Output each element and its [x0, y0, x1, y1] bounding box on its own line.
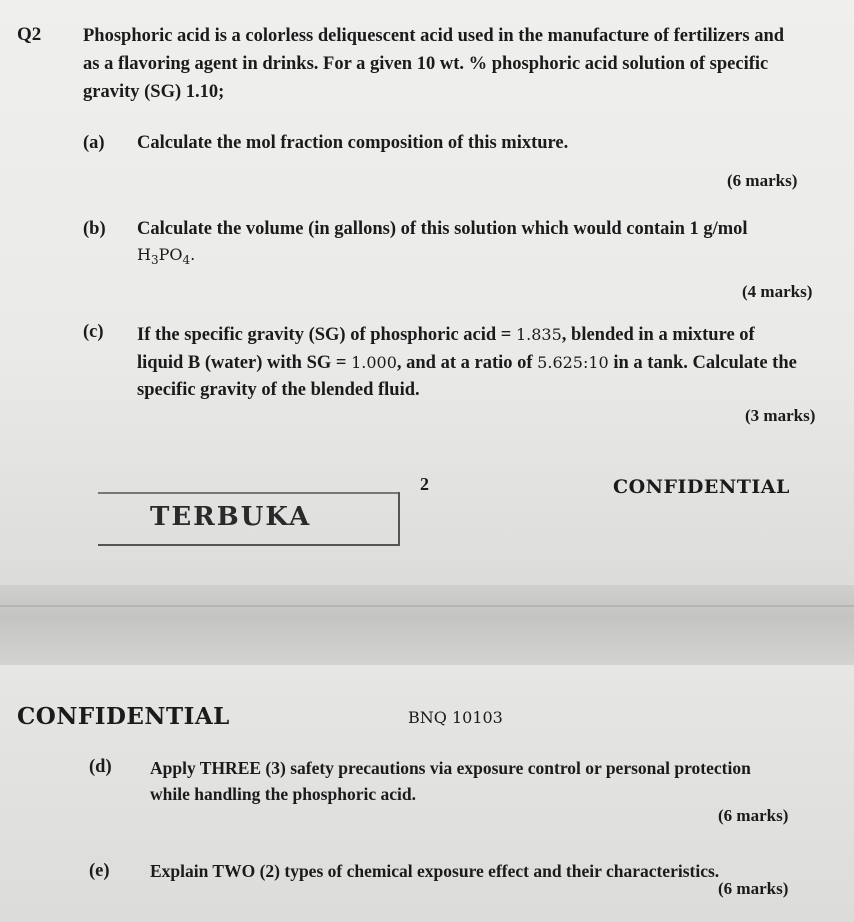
course-code: BNQ 10103: [408, 708, 503, 727]
part-a-marks: (6 marks): [727, 171, 798, 190]
part-c-line-1: If the specific gravity (SG) of phosphoric acid = 1.835, blended in a mixture of: [137, 325, 755, 345]
header-confidential: CONFIDENTIAL: [17, 703, 230, 730]
page-edge-line: [0, 605, 854, 607]
part-e-label: (e): [89, 861, 110, 881]
part-b-formula: $H_3PO_4$.: [137, 245, 196, 268]
part-c-line-2: liquid B (water) with SG = 1.000, and at a ratio of 5.625:10 in a tank. Calculate the: [137, 353, 797, 373]
footer-confidential: CONFIDENTIAL: [613, 476, 790, 498]
part-b-line-1: Calculate the volume (in gallons) of this solution which would contain 1 g/mol: [137, 219, 748, 239]
question-number: Q2: [17, 24, 42, 45]
intro-line-2: as a flavoring agent in drinks. For a given 10 wt. % phosphoric acid solution of specific: [83, 54, 769, 74]
part-c-line-3: specific gravity of the blended fluid.: [137, 380, 420, 400]
page-number: 2: [420, 474, 429, 494]
terbuka-stamp: TERBUKA: [150, 502, 312, 532]
intro-line-3: gravity (SG) 1.10;: [83, 82, 225, 102]
part-b-text: [137, 219, 837, 267]
part-c-text: [137, 322, 837, 403]
part-a-label: (a): [83, 133, 105, 153]
intro-line-1: Phosphoric acid is a colorless deliquescent acid used in the manufacture of fertilizers and: [83, 26, 785, 46]
question-intro: [83, 24, 843, 105]
part-b-label: (b): [83, 219, 106, 239]
part-d-label: (d): [89, 757, 112, 777]
part-b-marks: (4 marks): [742, 282, 813, 301]
part-c-marks: (3 marks): [745, 406, 816, 425]
part-e-text: Explain TWO (2) types of chemical exposure effect and their characteristics.: [150, 861, 720, 881]
part-d-line-1: Apply THREE (3) safety precautions via exposure control or personal protection: [150, 758, 751, 778]
part-a-text: Calculate the mol fraction composition of this mixture.: [137, 133, 569, 153]
part-c-label: (c): [83, 322, 104, 342]
part-d-line-2: while handling the phosphoric acid.: [150, 784, 416, 804]
page-gap: [0, 585, 854, 665]
part-d-marks: (6 marks): [718, 806, 789, 825]
part-e-marks: (6 marks): [718, 879, 789, 898]
part-d-text: [150, 757, 840, 806]
